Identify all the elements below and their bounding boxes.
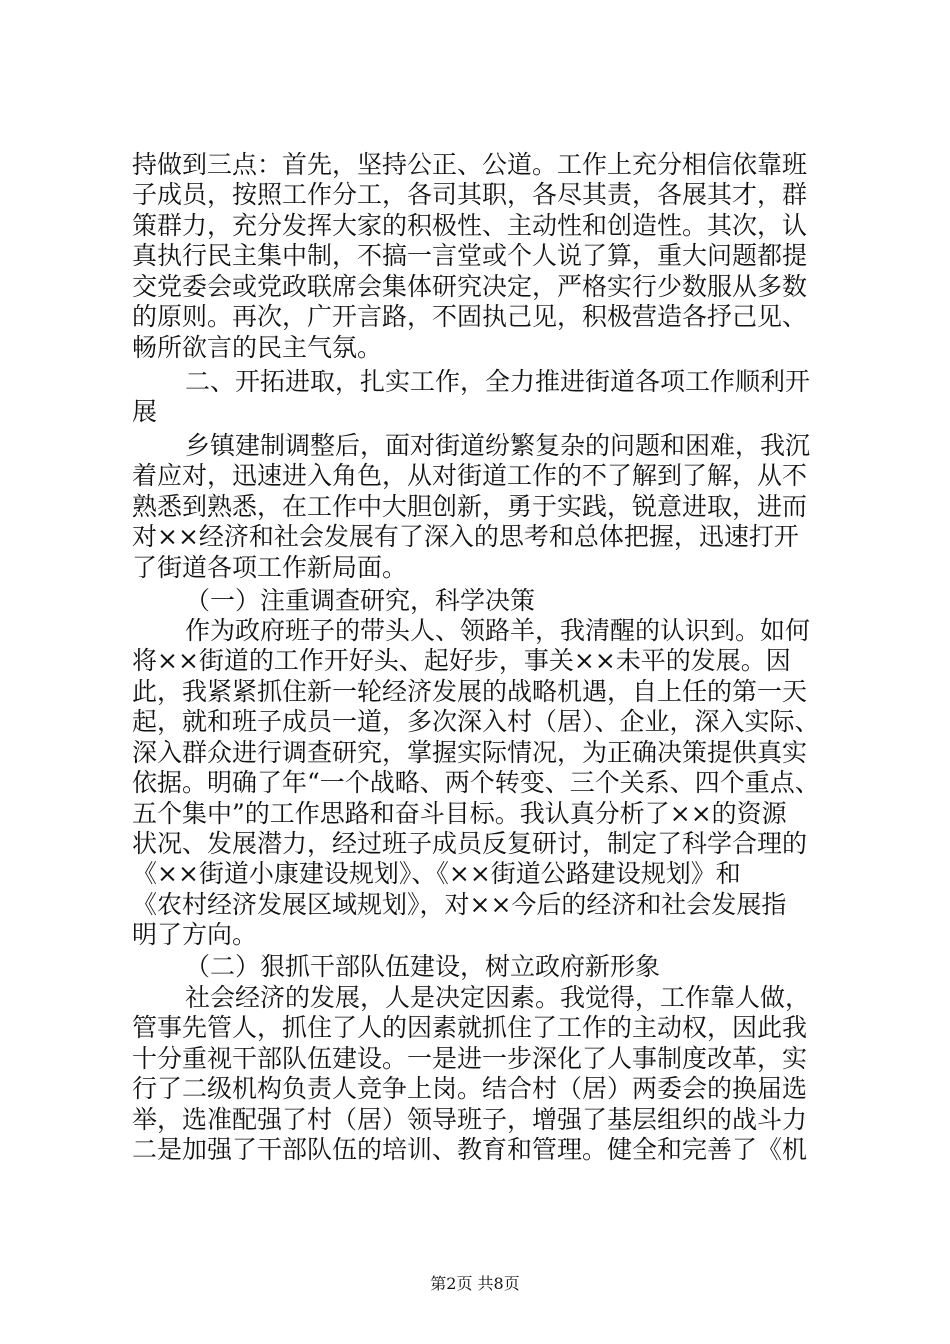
text-line: 二、开拓进取，扎实工作，全力推进街道各项工作顺利开 — [185, 367, 811, 396]
text-line: 真执行民主集中制，不搞一言堂或个人说了算，重大问题都提 — [132, 241, 808, 270]
text-line: 十分重视干部队伍建设。一是进一步深化了人事制度改革，实 — [132, 1044, 808, 1073]
text-line: 子成员，按照工作分工，各司其职，各尽其责，各展其才，群 — [132, 180, 808, 209]
text-line: 举，选准配强了村（居）领导班子，增强了基层组织的战斗力 — [132, 1105, 808, 1134]
text-line: 交党委会或党政联席会集体研究决定，严格实行少数服从多数 — [132, 272, 808, 301]
text-line: 起，就和班子成员一道，多次深入村（居）、企业，深入实际、 — [132, 707, 820, 736]
text-line: 熟悉到熟悉，在工作中大胆创新，勇于实践，锐意进取，进而 — [132, 492, 808, 521]
text-line: 明了方向。 — [132, 920, 258, 949]
text-line: 行了二级机构负责人竞争上岗。结合村（居）两委会的换届选 — [132, 1074, 808, 1103]
text-line: （二）狠抓干部队伍建设，树立政府新形象 — [185, 952, 661, 981]
text-line: 畅所欲言的民主气氛。 — [132, 333, 383, 362]
page-footer: 第2页 共8页 — [430, 1274, 520, 1293]
text-line: 着应对，迅速进入角色，从对街道工作的不了解到了解，从不 — [132, 461, 808, 490]
text-line: （一）注重调查研究，科学决策 — [185, 586, 536, 615]
text-line: 对××经济和社会发展有了深入的思考和总体把握，迅速打开 — [132, 522, 799, 551]
text-line: 深入群众进行调查研究，掌握实际情况，为正确决策提供真实 — [132, 738, 808, 767]
text-line: 此，我紧紧抓住新一轮经济发展的战略机遇，自上任的第一天 — [132, 677, 808, 706]
text-line: 社会经济的发展，人是决定因素。我觉得，工作靠人做， — [185, 983, 811, 1012]
text-line: 管事先管人，抓住了人的因素就抓住了工作的主动权，因此我 — [132, 1013, 808, 1042]
text-line: 二是加强了干部队伍的培训、教育和管理。健全和完善了《机 — [132, 1135, 808, 1164]
text-line: 将××街道的工作开好头、起好步，事关××未平的发展。因 — [132, 646, 791, 675]
text-line: 作为政府班子的带头人、领路羊，我清醒的认识到。如何 — [185, 616, 811, 645]
text-line: 乡镇建制调整后，面对街道纷繁复杂的问题和困难，我沉 — [185, 431, 811, 460]
text-line: 依据。明确了年“一个战略、两个转变、三个关系、四个重点、 — [132, 768, 820, 797]
text-line: 了街道各项工作新局面。 — [132, 553, 408, 582]
text-line: 《农村经济发展区域规划》，对××今后的经济和社会发展指 — [132, 890, 787, 919]
text-line: 五个集中”的工作思路和奋斗目标。我认真分析了××的资源 — [132, 799, 787, 828]
text-line: 持做到三点：首先，坚持公正、公道。工作上充分相信依靠班 — [132, 150, 808, 179]
text-line: 展 — [132, 397, 158, 426]
text-line: 《××街道小康建设规划》、《××街道公路建设规划》和 — [132, 859, 741, 888]
text-line: 策群力，充分发挥大家的积极性、主动性和创造性。其次，认 — [132, 211, 808, 240]
text-line: 状况、发展潜力，经过班子成员反复研讨，制定了科学合理的 — [132, 829, 808, 858]
text-line: 的原则。再次，广开言路，不固执己见，积极营造各抒己见、 — [132, 302, 808, 331]
